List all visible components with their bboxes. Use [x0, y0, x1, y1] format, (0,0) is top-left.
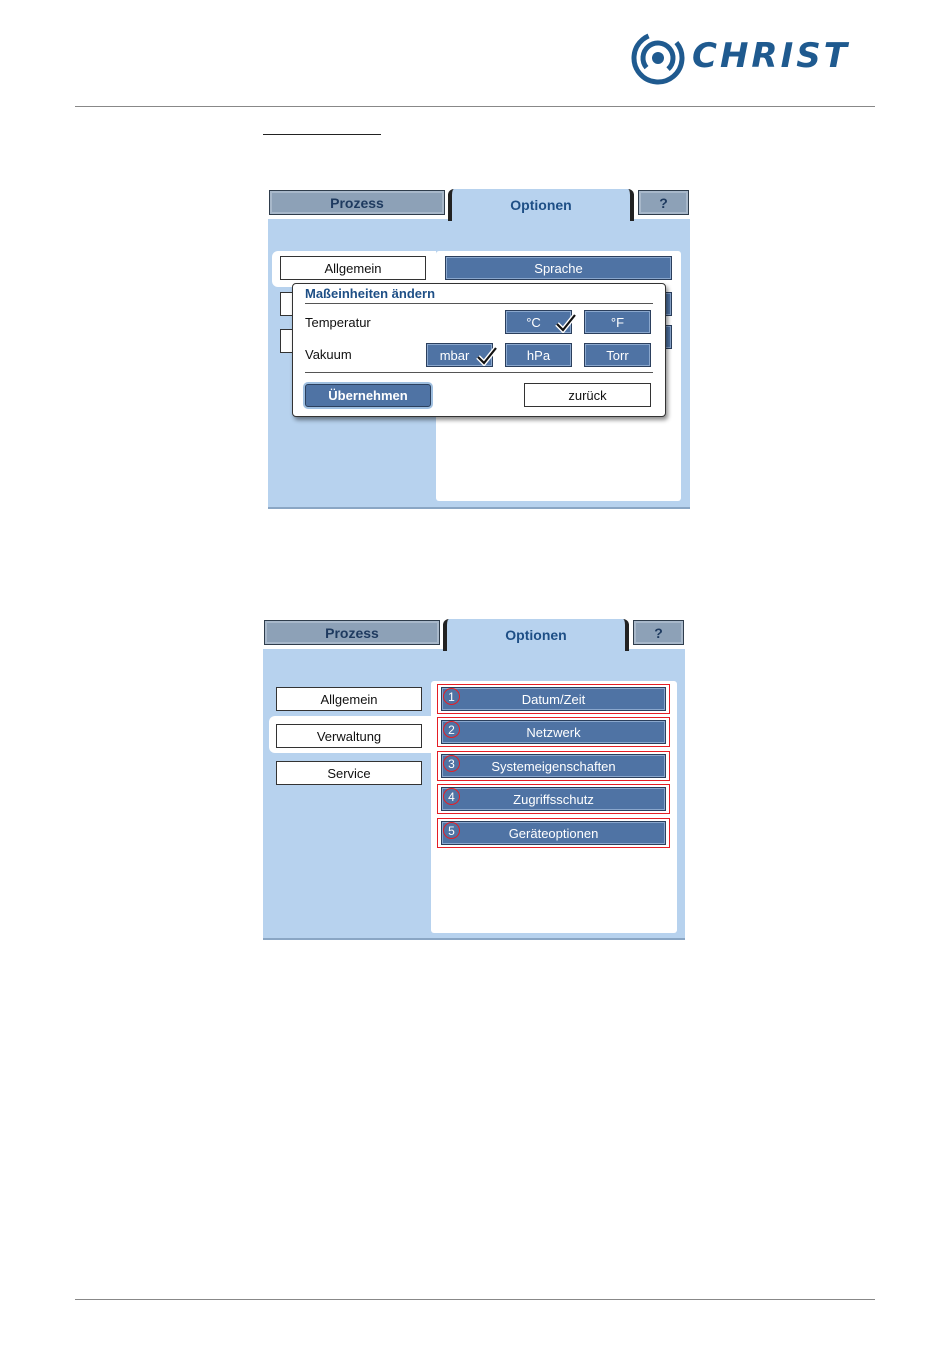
item-frame-2 — [437, 717, 670, 747]
callout-number: 2 — [443, 721, 460, 738]
item-frame-5 — [437, 818, 670, 848]
christ-logo-icon — [630, 30, 686, 86]
back-button[interactable]: zurück — [524, 383, 651, 407]
christ-logo — [630, 30, 875, 86]
dialog-bottom-divider — [305, 372, 653, 373]
network-button[interactable]: Netzwerk — [441, 720, 666, 744]
tab-options[interactable]: Optionen — [448, 189, 634, 221]
device-options-button[interactable]: Geräteoptionen — [441, 821, 666, 845]
footer-divider — [75, 1299, 875, 1300]
temperature-label: Temperatur — [305, 315, 371, 330]
tab-process[interactable]: Prozess — [264, 620, 440, 645]
vacuum-label: Vakuum — [305, 347, 352, 362]
system-properties-button[interactable]: Systemeigenschaften — [441, 754, 666, 778]
apply-button[interactable]: Übernehmen — [305, 384, 431, 407]
tab-options[interactable]: Optionen — [443, 619, 629, 651]
hpa-button[interactable]: hPa — [505, 343, 572, 367]
item-frame-4 — [437, 784, 670, 814]
mbar-label: mbar — [439, 347, 470, 363]
fahrenheit-button[interactable]: °F — [584, 310, 651, 334]
tab-process[interactable]: Prozess — [269, 190, 445, 215]
check-icon — [555, 313, 577, 333]
item-frame-1 — [437, 684, 670, 714]
callout-number: 3 — [443, 755, 460, 772]
check-icon — [476, 346, 498, 366]
dialog-title-divider — [305, 303, 653, 304]
callout-number: 5 — [443, 822, 460, 839]
item-frame-3 — [437, 751, 670, 781]
mbar-button[interactable] — [426, 343, 493, 367]
menu-service-button[interactable]: Service — [276, 761, 422, 785]
menu-general-button[interactable]: Allgemein — [276, 687, 422, 711]
tab-help[interactable]: ? — [633, 620, 684, 645]
date-time-button[interactable]: Datum/Zeit — [441, 687, 666, 711]
header-divider — [75, 106, 875, 107]
callout-number: 1 — [443, 688, 460, 705]
celsius-label: °C — [526, 314, 541, 330]
tab-help[interactable]: ? — [638, 190, 689, 215]
menu-general-button[interactable]: Allgemein — [280, 256, 426, 280]
screen-units-dialog — [268, 189, 690, 509]
language-button[interactable]: Sprache — [445, 256, 672, 280]
menu-administration-button[interactable]: Verwaltung — [276, 724, 422, 748]
dialog-title: Maßeinheiten ändern — [305, 286, 436, 301]
heading-underline — [263, 134, 381, 135]
torr-button[interactable]: Torr — [584, 343, 651, 367]
celsius-button[interactable] — [505, 310, 572, 334]
screen-administration — [263, 619, 685, 940]
logo-wordmark: CHRIST — [692, 36, 850, 76]
callout-number: 4 — [443, 788, 460, 805]
units-dialog — [292, 283, 666, 417]
access-protection-button[interactable]: Zugriffsschutz — [441, 787, 666, 811]
